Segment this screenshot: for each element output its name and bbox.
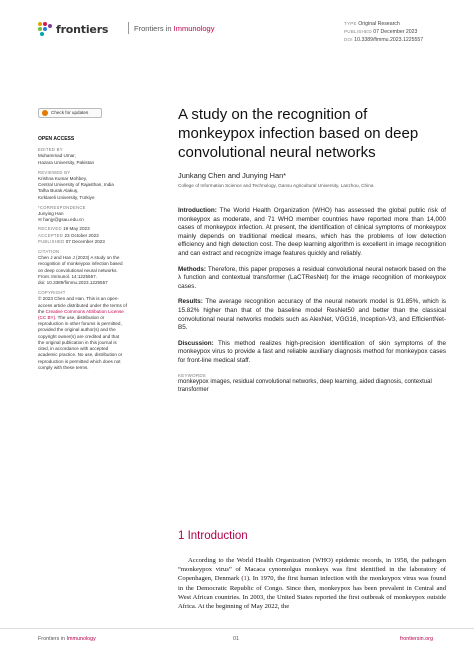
abstract-text: The average recognition accuracy of the neural network model is 91.85%, which is 15.82% higher than that of the baseline model ResNet50 and better than the classical convolutional neural networks models such as AlexNet, VGG16, Inception-V3, and EfficientNet-B5.: [178, 298, 446, 332]
citation-line: recognition of monkeypox infection based: [38, 261, 123, 267]
license-link[interactable]: (CC BY).: [38, 315, 57, 321]
check-updates-icon: [42, 110, 48, 116]
citation-line: doi: 10.3389/fimmu.2023.1225557: [38, 280, 108, 286]
copyright: [38, 290, 158, 371]
footer-journal-prefix: Frontiers in: [38, 636, 67, 642]
footer-website-link[interactable]: frontiersin.org: [400, 636, 433, 642]
keywords: monkeypox images, residual convolutional networks, deep learning, aided diagnosis, contextual transformer: [178, 378, 432, 393]
type-key: TYPE: [344, 21, 357, 26]
accepted-key: ACCEPTED: [38, 232, 64, 238]
check-for-updates-button[interactable]: [38, 108, 102, 118]
type-value: Original Research: [358, 21, 400, 27]
copyright-line: access article distributed under the terms of: [38, 302, 127, 308]
article-meta: [344, 20, 423, 44]
frontiers-logo[interactable]: [38, 22, 108, 36]
doi-key: DOI: [344, 37, 353, 42]
dates: [38, 226, 158, 245]
abstract-text: The World Health Organization (WHO) has assessed the global public risk of monkeypox as moderate, and 71 WHO member countries have reported more than 14,000 cases of monkeypox infection. At present, the identification of clinical symptoms of monkeypox mainly depends on traditional medical means, which has the problems of low detection efficiency and high detection cost. The deep learning algorithm is excellent in image recognition and can extract and recognize image features quickly and reliably.: [178, 207, 446, 257]
correspondence: [38, 205, 158, 224]
footer-journal-accent: Immunology: [66, 636, 96, 642]
abstract-label: Results:: [178, 298, 203, 306]
article-main: [178, 105, 446, 394]
correspondence-key: *CORRESPONDENCE: [38, 204, 86, 210]
citation-key: CITATION: [38, 249, 60, 255]
accepted-value: 23 October 2023: [64, 232, 99, 238]
citation-line: Chen J and Han J (2023) A study on the: [38, 255, 120, 261]
frontiers-logo-icon: [38, 22, 52, 36]
copyright-text: the: [38, 308, 46, 314]
copyright-line: reproduction is permitted which does not: [38, 358, 121, 364]
footer-divider: [0, 628, 474, 629]
logo-text: frontiers: [56, 22, 109, 36]
footer-journal[interactable]: [38, 636, 96, 642]
journal-prefix: Frontiers in: [134, 24, 174, 33]
reference-link[interactable]: 1: [243, 575, 247, 583]
published-value: 07 December 2023: [65, 238, 105, 244]
open-access-label: OPEN ACCESS: [38, 136, 75, 142]
journal-name[interactable]: [134, 24, 214, 33]
abstract-methods: [178, 266, 446, 292]
article-affiliation: College of Information Science and Technology, Gansu Agricultural University, Lanzhou, China: [178, 183, 374, 188]
page-header: [38, 18, 448, 58]
article-sidebar: [38, 108, 158, 374]
copyright-text: The use, distribution or: [56, 315, 105, 321]
reviewed-by-key: REVIEWED BY: [38, 169, 71, 175]
edited-by: [38, 147, 158, 166]
copyright-line: comply with these terms.: [38, 364, 89, 370]
correspondence-name: Junying Han: [38, 211, 64, 217]
abstract-results: [178, 298, 446, 332]
page-number: 01: [233, 636, 239, 642]
abstract-label: Discussion:: [178, 339, 214, 347]
section-title: 1 Introduction: [178, 530, 248, 542]
reviewer-affiliation: Central University of Rajasthan, India: [38, 182, 114, 188]
abstract-text: Therefore, this paper proposes a residual convolutional neural network based on the λ function and contextual transformer (LaCTResNet) for the image recognition of monkeypox cases.: [178, 265, 446, 290]
copyright-key: COPYRIGHT: [38, 290, 66, 296]
citation-line: on deep convolutional neural networks.: [38, 267, 118, 273]
copyright-line: the original publication in this journal is: [38, 339, 117, 345]
copyright-line: cited, in accordance with accepted: [38, 346, 109, 352]
abstract-discussion: [178, 340, 446, 366]
body-text: According to the World Health Organization (WHO) epidemic records, in 1958, the pathogen “monkeypox virus” of Macaca cynomolgus monkeys was first identified in the laboratory of Copenhagen, Denmark (: [178, 557, 446, 583]
check-updates-label: Check for updates: [51, 109, 89, 115]
received-key: RECEIVED: [38, 226, 62, 232]
abstract-label: Introduction:: [178, 207, 217, 214]
published-value: 07 December 2023: [373, 29, 418, 35]
keywords-key: KEYWORDS: [178, 372, 207, 378]
citation: [38, 249, 158, 286]
abstract-label: Methods:: [178, 265, 206, 273]
copyright-line: copyright owner(s) are credited and that: [38, 333, 120, 339]
reviewed-by: [38, 170, 158, 201]
reviewer-affiliation: Kırklareli University, Türkiye: [38, 194, 95, 200]
copyright-line: provided the original author(s) and the: [38, 327, 116, 333]
doi-value[interactable]: 10.3389/fimmu.2023.1225557: [354, 37, 424, 43]
header-divider: [128, 22, 129, 34]
body-text: ). In 1970, the first human infection with the monkeypox virus was found in the Democratic Republic of Congo. Since then, monkeypox has been prevalent in Central and West African countries. In 2003, the United States reported the first outbreak of monkeypox outside Africa. At the beginning of May 2022, the: [178, 575, 447, 611]
received-value: 19 May 2023: [63, 226, 90, 232]
copyright-line: © 2023 Chen and Han. This is an open-: [38, 296, 119, 302]
published-key: PUBLISHED: [38, 238, 65, 244]
reviewer-name: Talha Burak Alakuş,: [38, 188, 79, 194]
journal-accent: Immunology: [173, 24, 215, 33]
correspondence-email[interactable]: ✉ hanjy@gsau.edu.cn: [38, 217, 84, 223]
body-paragraph: [178, 556, 446, 611]
editor-affiliation: Hazara University, Pakistan: [38, 159, 95, 165]
license-link[interactable]: Creative Commons Attribution License: [45, 308, 124, 314]
article-title: A study on the recognition of monkeypox infection based on deep convolutional neural networks: [178, 106, 419, 161]
citation-line: Front. Immunol. 14:1225557.: [38, 273, 97, 279]
editor-name: Muhammad Umar,: [38, 153, 76, 159]
edited-by-key: EDITED BY: [38, 147, 63, 153]
published-key: PUBLISHED: [344, 29, 372, 34]
abstract-text: This method realizes high-precision identification of skin symptoms of the monkeypox virus to provide a fast and reliable auxiliary diagnosis method for monkeypox cases for front-line medical staff.: [178, 339, 446, 364]
copyright-line: academic practice. No use, distribution or: [38, 352, 123, 358]
copyright-line: reproduction in other forums is permitted,: [38, 321, 122, 327]
abstract-introduction: [178, 207, 446, 259]
article-authors: Junkang Chen and Junying Han*: [178, 171, 287, 180]
reviewer-name: Krishna Kumar Mohbey,: [38, 176, 87, 182]
